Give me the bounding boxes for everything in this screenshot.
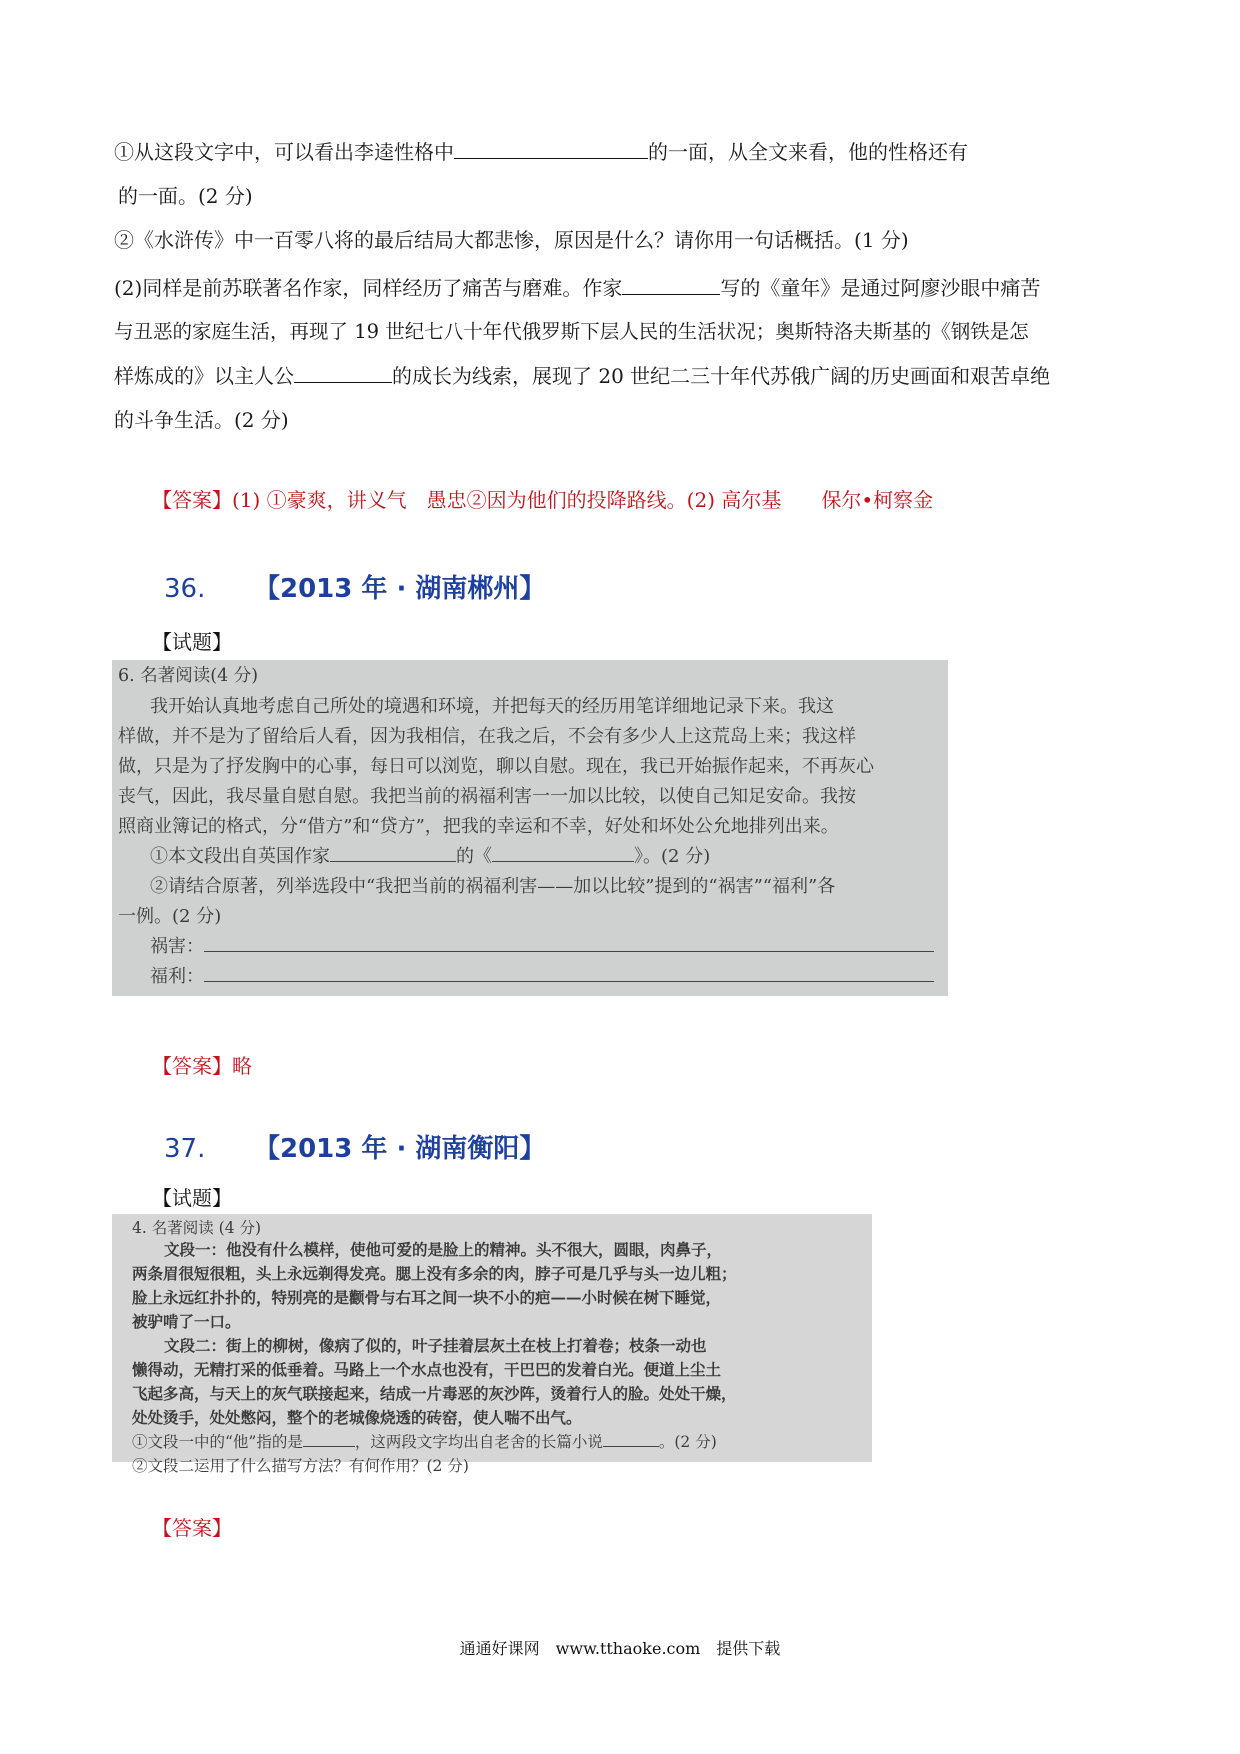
q36-scanned-image: [112, 660, 948, 996]
q36-scan-line: 丧气，因此，我尽量自慰自慰。我把当前的祸福利害一一加以比较，以使自己知足安命。我按: [118, 786, 856, 807]
q35-answer: 【答案】(1) ①豪爽，讲义气 愚忠②因为他们的投降路线。(2) 高尔基 保尔•柯察金: [152, 488, 934, 512]
q37-scan-line: 文段一：他没有什么模样，使他可爱的是脸上的精神。头不很大，圆眼，肉鼻子，: [164, 1240, 723, 1259]
q37-scan-header: 4. 名著阅读 (4 分): [132, 1219, 262, 1237]
q37-scan-q1: ①文段一中的“他”指的是 ，这两段文字均出自老舍的长篇小说 。(2 分): [132, 1430, 737, 1454]
q36-title: 【2013 年 · 湖南郴州】: [254, 574, 546, 604]
q36-number: 36.: [164, 574, 206, 604]
q35-text-block: [114, 130, 1134, 442]
q37-scan-line: 飞起多高，与天上的灰气联接起来，结成一片毒恶的灰沙阵，烫着行人的脸。处处干燥，: [132, 1384, 737, 1403]
q36-answer: 【答案】略: [152, 1054, 252, 1078]
q36-scan-q2-cont: 一例。(2 分): [118, 906, 222, 927]
q37-scan-line: 脸上永远红扑扑的，特别亮的是颧骨与右耳之间一块不小的疤——小时候在树下睡觉，: [132, 1288, 722, 1307]
q37-scan-line: 处处烫手，处处憋闷，整个的老城像烧透的砖窑，使人喘不出气。: [132, 1408, 582, 1427]
page-footer: 通通好课网 www.tthaoke.com 提供下载: [459, 1639, 781, 1658]
answer-blank: [330, 845, 456, 862]
q36-scan-q1: ①本文段出自英国作家 的《 》。(2 分): [150, 846, 711, 867]
q35-line-4: (2)同样是前苏联著名作家，同样经历了痛苦与磨难。作家 写的《童年》是通过阿廖沙眼中痛苦: [114, 276, 1041, 300]
q37-scan-q2: ②文段二运用了什么描写方法？有何作用？(2 分): [132, 1457, 469, 1475]
q37-scan-line: 被驴啃了一口。: [132, 1312, 241, 1331]
q36-scan-line: 我开始认真地考虑自己所处的境遇和环境，并把每天的经历用笔详细地记录下来。我这: [150, 696, 834, 717]
answer-blank: [454, 138, 648, 159]
q37-number: 37.: [164, 1134, 206, 1164]
q36-tag: 【试题】: [152, 630, 232, 654]
q37-scanned-image: [112, 1214, 872, 1475]
q36-scan-benefit: 福利：: [118, 962, 934, 992]
q36-scan-line: 样做，并不是为了留给后人看，因为我相信，在我之后，不会有多少人上这荒岛上来；我这样: [118, 726, 856, 747]
q36-heading: [164, 568, 545, 605]
q37-scan-passage: [132, 1238, 737, 1478]
q36-scan-q2: ②请结合原著，列举选段中“我把当前的祸福利害——加以比较”提到的“祸害”“福利”各: [150, 876, 836, 897]
answer-blank: [294, 362, 392, 383]
q37-title: 【2013 年 · 湖南衡阳】: [254, 1134, 546, 1164]
q35-line-5: 与丑恶的家庭生活，再现了 19 世纪七八十年代俄罗斯下层人民的生活状况；奥斯特洛夫斯基的《钢铁是怎: [114, 320, 1029, 343]
q37-scan-line: 懒得动，无精打采的低垂着。马路上一个水点也没有，干巴巴的发着白光。便道上尘土: [132, 1360, 722, 1379]
answer-blank: [603, 1430, 659, 1447]
q37-tag: 【试题】: [152, 1186, 232, 1210]
q37-scan-line: 文段二：街上的柳树，像病了似的，叶子挂着层灰土在枝上打着卷；枝条一动也: [164, 1336, 707, 1355]
q35-line-3: ②《水浒传》中一百零八将的最后结局大都悲惨，原因是什么？请你用一句话概括。(1 分): [114, 228, 909, 252]
q37-heading: [164, 1128, 545, 1165]
q36-scan-passage: [118, 692, 934, 992]
q37-answer: 【答案】: [152, 1516, 232, 1540]
q36-scan-header: 6. 名著阅读(4 分): [118, 666, 259, 686]
answer-line: [204, 935, 934, 952]
answer-blank: [492, 845, 634, 862]
q36-scan-line: 做，只是为了抒发胸中的心事，每日可以浏览，聊以自慰。现在，我已开始振作起来，不再灰心: [118, 756, 874, 777]
answer-blank: [303, 1430, 355, 1447]
q35-line-2: 的一面。(2 分): [118, 184, 253, 208]
q35-line-6: 样炼成的》以主人公 的成长为线索，展现了 20 世纪二三十年代苏俄广阔的历史画面和艰苦卓绝: [114, 364, 1051, 388]
q35-line-1: ①从这段文字中，可以看出李逵性格中 的一面，从全文来看，他的性格还有: [114, 140, 968, 164]
q36-scan-line: 照商业簿记的格式，分“借方”和“贷方”，把我的幸运和不幸，好处和坏处公允地排列出来。: [118, 816, 839, 837]
q37-scan-line: 两条眉很短很粗，头上永远剃得发亮。腮上没有多余的肉，脖子可是几乎与头一边儿粗；: [132, 1264, 737, 1283]
q36-scan-harm: 祸害：: [118, 932, 934, 962]
q35-line-7: 的斗争生活。(2 分): [114, 408, 289, 432]
answer-line: [204, 965, 934, 982]
answer-blank: [622, 274, 720, 295]
